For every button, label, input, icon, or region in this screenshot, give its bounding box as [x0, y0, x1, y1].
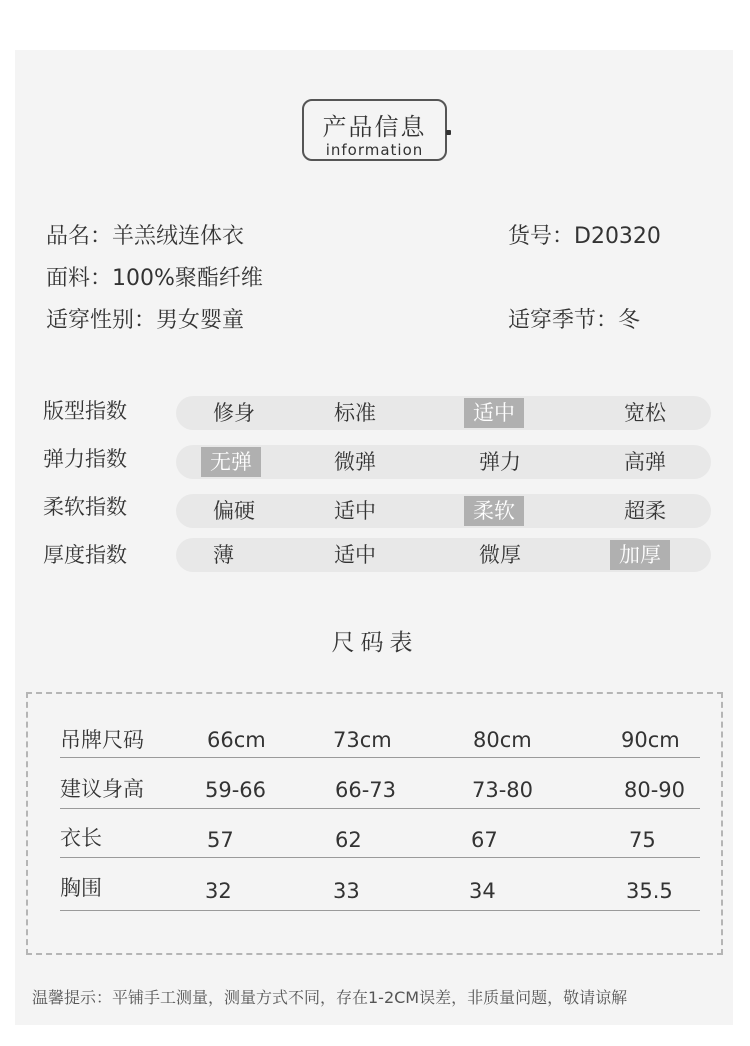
index-option: 弹力 — [479, 450, 521, 474]
size-row-label: 建议身高 — [60, 777, 144, 801]
measurement-tip: 温馨提示：平铺手工测量，测量方式不同，存在1-2CM误差，非质量问题，敬请谅解 — [32, 988, 628, 1007]
size-cell: 59-66 — [205, 778, 267, 802]
size-row-label: 胸围 — [60, 876, 102, 900]
size-cell: 73-80 — [472, 778, 534, 802]
row-divider — [60, 757, 700, 758]
item-number: 货号：D20320 — [508, 224, 661, 249]
index-option-selected: 无弹 — [201, 447, 261, 477]
index-option: 微厚 — [479, 543, 521, 567]
index-option: 标准 — [334, 401, 376, 425]
size-cell: 32 — [205, 879, 232, 903]
size-cell: 90cm — [621, 728, 680, 752]
row-divider — [60, 910, 700, 911]
season-info: 适穿季节：冬 — [508, 308, 641, 333]
size-cell: 66-73 — [335, 778, 397, 802]
size-cell: 33 — [333, 879, 360, 903]
product-name: 品名：羊羔绒连体衣 — [46, 224, 245, 249]
section-title-en: information — [325, 141, 424, 159]
row-divider — [60, 857, 700, 858]
size-cell: 73cm — [333, 728, 392, 752]
index-option: 薄 — [213, 543, 234, 567]
size-cell: 62 — [335, 828, 362, 852]
gender-info: 适穿性别：男女婴童 — [46, 308, 245, 333]
size-cell: 57 — [207, 828, 234, 852]
index-option: 高弹 — [624, 450, 666, 474]
index-option: 适中 — [334, 499, 376, 523]
size-table-title: 尺码表 — [331, 630, 419, 656]
index-option: 修身 — [213, 401, 255, 425]
size-cell: 35.5 — [626, 879, 673, 903]
index-option-selected: 柔软 — [464, 496, 524, 526]
size-row-label: 吊牌尺码 — [60, 728, 144, 752]
index-option: 适中 — [334, 543, 376, 567]
index-option: 微弹 — [334, 450, 376, 474]
index-label-fit: 版型指数 — [43, 399, 127, 423]
size-cell: 75 — [629, 828, 656, 852]
index-label-softness: 柔软指数 — [43, 495, 127, 519]
index-option-selected: 适中 — [464, 398, 524, 428]
size-row-label: 衣长 — [60, 826, 102, 850]
index-label-thickness: 厚度指数 — [43, 543, 127, 567]
index-option: 偏硬 — [213, 499, 255, 523]
fabric-info: 面料：100%聚酯纤维 — [46, 266, 263, 291]
index-option-selected: 加厚 — [610, 540, 670, 570]
section-title-badge — [302, 99, 447, 161]
size-cell: 67 — [471, 828, 498, 852]
index-label-elasticity: 弹力指数 — [43, 447, 127, 471]
size-cell: 66cm — [207, 728, 266, 752]
section-title-cn: 产品信息 — [322, 113, 427, 141]
size-cell: 80-90 — [624, 778, 686, 802]
title-dot-decoration — [446, 130, 451, 135]
index-option: 超柔 — [624, 499, 666, 523]
size-cell: 34 — [469, 879, 496, 903]
size-cell: 80cm — [473, 728, 532, 752]
row-divider — [60, 808, 700, 809]
index-option: 宽松 — [624, 401, 666, 425]
